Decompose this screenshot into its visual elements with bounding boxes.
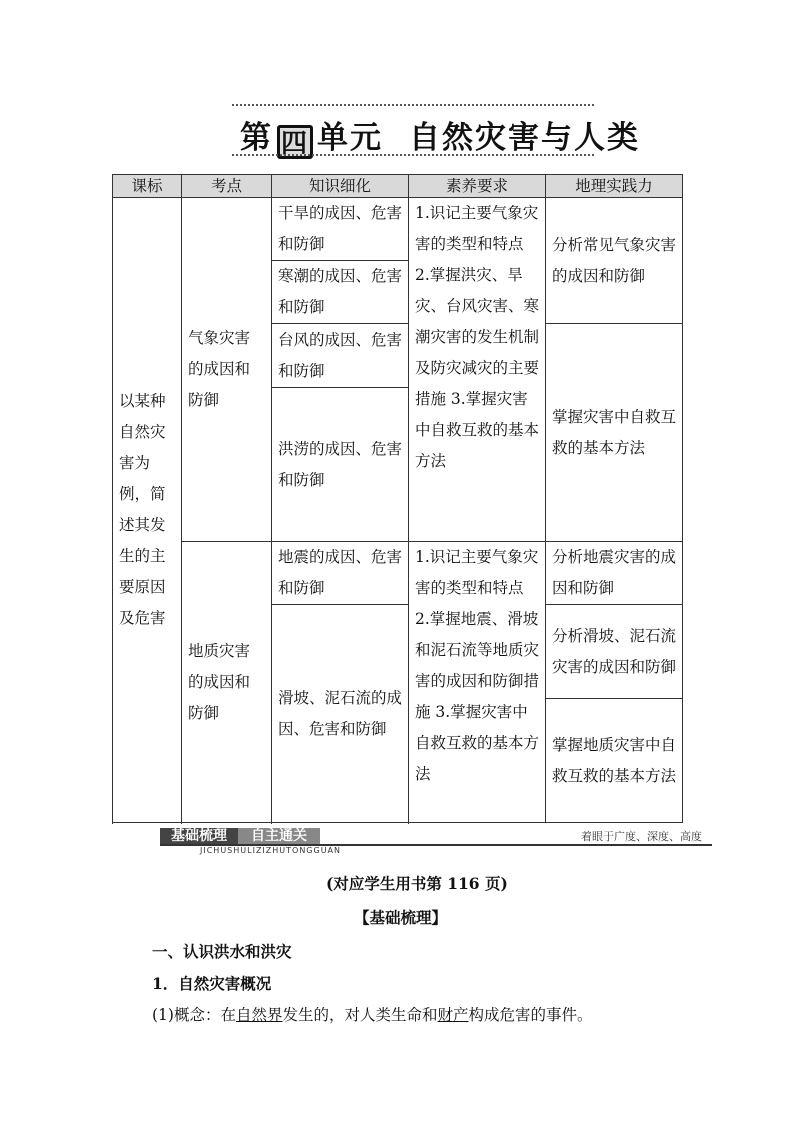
syllabus-table <box>112 174 683 823</box>
header-kebiao: 课标 <box>113 175 182 198</box>
cell-landslide: 滑坡、泥石流的成因、危害和防御 <box>272 605 409 823</box>
cell-shijian-landslide: 分析滑坡、泥石流灾害的成因和防御 <box>546 605 683 699</box>
cell-flood: 洪涝的成因、危害和防御 <box>272 388 409 542</box>
cell-drought: 干旱的成因、危害和防御 <box>272 198 409 261</box>
definition-nature: 自然界 <box>235 1006 283 1024</box>
banner-dark-label: 基础梳理 <box>160 828 238 844</box>
definition-part-a: (1)概念：在 <box>152 1006 236 1024</box>
cell-typhoon: 台风的成因、危害和防御 <box>272 324 409 388</box>
cell-kaodian-geo: 地质灾害的成因和防御 <box>182 542 272 823</box>
cell-shijian-geo-rescue: 掌握地质灾害中自救互救的基本方法 <box>546 699 683 823</box>
banner-light-label: 自主通关 <box>238 828 320 844</box>
cell-shijian-earthquake: 分析地震灾害的成因和防御 <box>546 542 683 605</box>
page-reference: (对应学生用书第 116 页) <box>326 874 508 893</box>
definition-line <box>152 1003 593 1025</box>
header-zhishi: 知识细化 <box>272 175 409 198</box>
section-heading: 【基础梳理】 <box>354 908 448 927</box>
title-prefix: 第 <box>240 120 273 156</box>
unit-title <box>240 112 640 159</box>
header-kaodian: 考点 <box>182 175 272 198</box>
cell-kaodian-weather: 气象灾害的成因和防御 <box>182 198 272 542</box>
header-suyang: 素养要求 <box>409 175 546 198</box>
definition-part-e: 构成危害的事件。 <box>468 1006 593 1024</box>
point-title: 1．自然灾害概况 <box>152 974 272 993</box>
unit-number-badge: 四 <box>277 125 313 159</box>
cell-biaozhun: 以某种自然灾害为例，简述其发生的主要原因及危害 <box>113 198 182 823</box>
banner-tagline: 着眼于广度、深度、高度 <box>581 830 702 843</box>
section-banner <box>160 826 712 856</box>
header-shijian: 地理实践力 <box>546 175 683 198</box>
definition-part-c: 发生的，对人类生命和 <box>282 1006 438 1024</box>
title-dotted-line-bottom <box>232 154 594 156</box>
cell-earthquake: 地震的成因、危害和防御 <box>272 542 409 605</box>
title-dotted-line-top <box>232 104 594 106</box>
cell-shijian-selfrescue: 掌握灾害中自救互救的基本方法 <box>546 324 683 542</box>
definition-property: 财产 <box>437 1006 469 1024</box>
cell-suyang-geo: 1.识记主要气象灾害的类型和特点 2.掌握地震、滑坡和泥石流等地质灾害的成因和防御措施 3.掌握灾害中自救互救的基本方法 <box>409 542 546 823</box>
cell-suyang-weather: 1.识记主要气象灾害的类型和特点 2.掌握洪灾、旱灾、台风灾害、寒潮灾害的发生机制及防灾减灾的主要措施 3.掌握灾害中自救互救的基本方法 <box>409 198 546 542</box>
banner-pinyin: JICHUSHULIZIZHUTONGGUAN <box>200 846 342 855</box>
unit-title-block <box>232 104 640 159</box>
cell-coldwave: 寒潮的成因、危害和防御 <box>272 261 409 324</box>
cell-shijian-weather: 分析常见气象灾害的成因和防御 <box>546 198 683 324</box>
subsection-title: 一、认识洪水和洪灾 <box>152 942 292 961</box>
title-unit: 单元 <box>317 120 383 156</box>
title-topic: 自然灾害与人类 <box>409 120 640 156</box>
